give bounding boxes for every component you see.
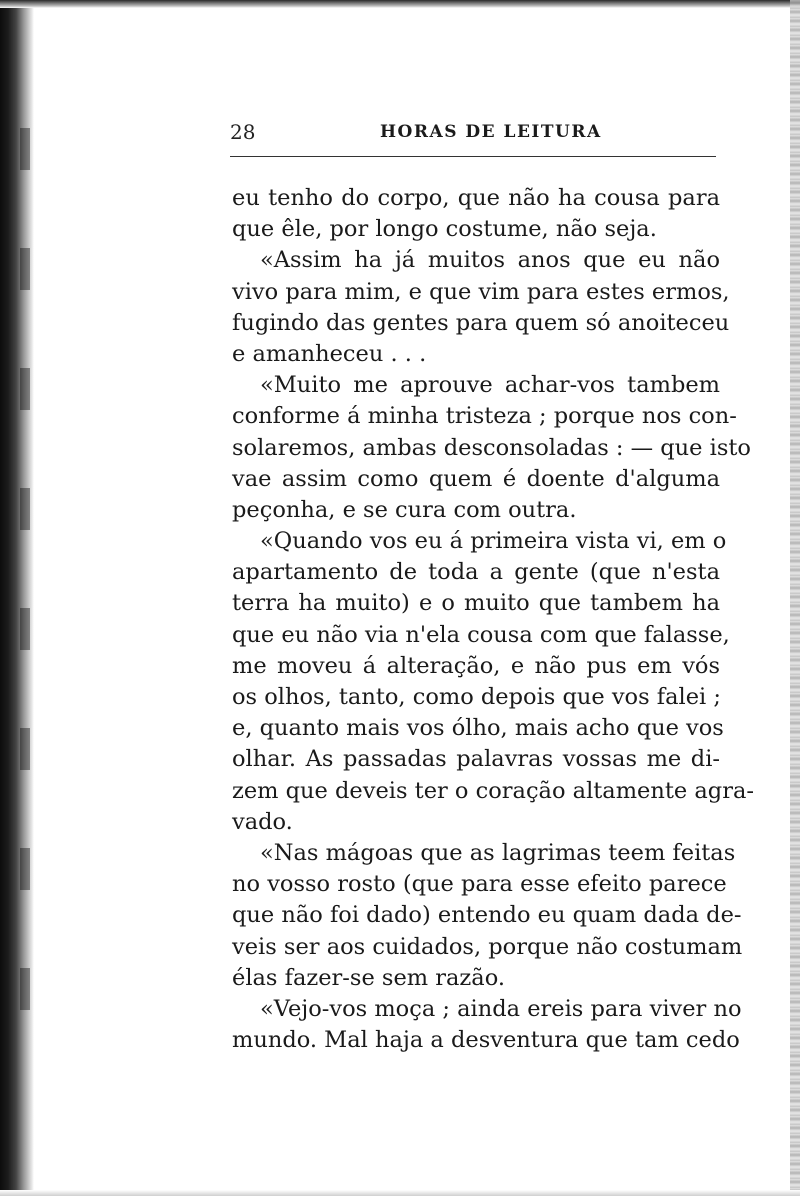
text-line: «Vejo-vos moça ; ainda ereis para viver no: [260, 995, 742, 1022]
text-line: que êle, por longo costume, não seja.: [232, 216, 657, 243]
body-text: [232, 183, 754, 1056]
text-line: conforme á minha tristeza ; porque nos con-: [232, 403, 737, 430]
text-line: vivo para mim, e que vim para estes ermos,: [232, 278, 730, 305]
scanned-page-right-edge: [790, 0, 800, 1196]
text-line: me moveu á alteração, e não pus em vós: [232, 652, 720, 679]
text-line: mundo. Mal haja a desventura que tam cedo: [232, 1027, 740, 1054]
text-line: terra ha muito) e o muito que tambem ha: [232, 590, 720, 617]
text-line: apartamento de toda a gente (que n'esta: [232, 559, 720, 586]
text-line: solaremos, ambas desconsoladas : — que isto: [232, 434, 751, 461]
text-line: fugindo das gentes para quem só anoiteceu: [232, 309, 730, 336]
text-line: peçonha, e se cura com outra.: [232, 496, 577, 523]
text-line: eu tenho do corpo, que não ha cousa para: [232, 185, 720, 211]
scanned-page-bottom-edge: [0, 1190, 800, 1196]
page-number: 28: [230, 120, 256, 144]
text-line: olhar. As passadas palavras vossas me di-: [232, 746, 720, 773]
scanned-binding-marks: [20, 110, 30, 1010]
text-line: élas fazer-se sem razão.: [232, 964, 505, 991]
text-line: «Quando vos eu á primeira vista vi, em o: [260, 528, 727, 555]
text-line: vae assim como quem é doente d'alguma: [232, 465, 720, 492]
text-line: que eu não via n'ela cousa com que falasse,: [232, 621, 730, 648]
scanned-page-top-edge: [0, 0, 800, 8]
text-line: os olhos, tanto, como depois que vos falei ;: [232, 684, 721, 710]
running-title: HORAS DE LEITURA: [380, 122, 602, 142]
text-line: «Muito me aprouve achar-vos tambem: [260, 372, 720, 399]
page-header: [230, 120, 716, 157]
text-line: zem que deveis ter o coração altamente agra-: [232, 777, 754, 804]
text-line: no vosso rosto (que para esse efeito parece: [232, 871, 727, 898]
text-line: vado.: [232, 808, 293, 835]
text-line: «Nas mágoas que as lagrimas teem feitas: [260, 839, 736, 866]
text-line: e amanheceu . . .: [232, 340, 427, 367]
text-line: veis ser aos cuidados, porque não costumam: [232, 933, 743, 960]
text-line: «Assim ha já muitos anos que eu não: [260, 247, 720, 274]
text-line: que não foi dado) entendo eu quam dada de-: [232, 902, 742, 929]
text-line: e, quanto mais vos ólho, mais acho que vos: [232, 715, 724, 742]
